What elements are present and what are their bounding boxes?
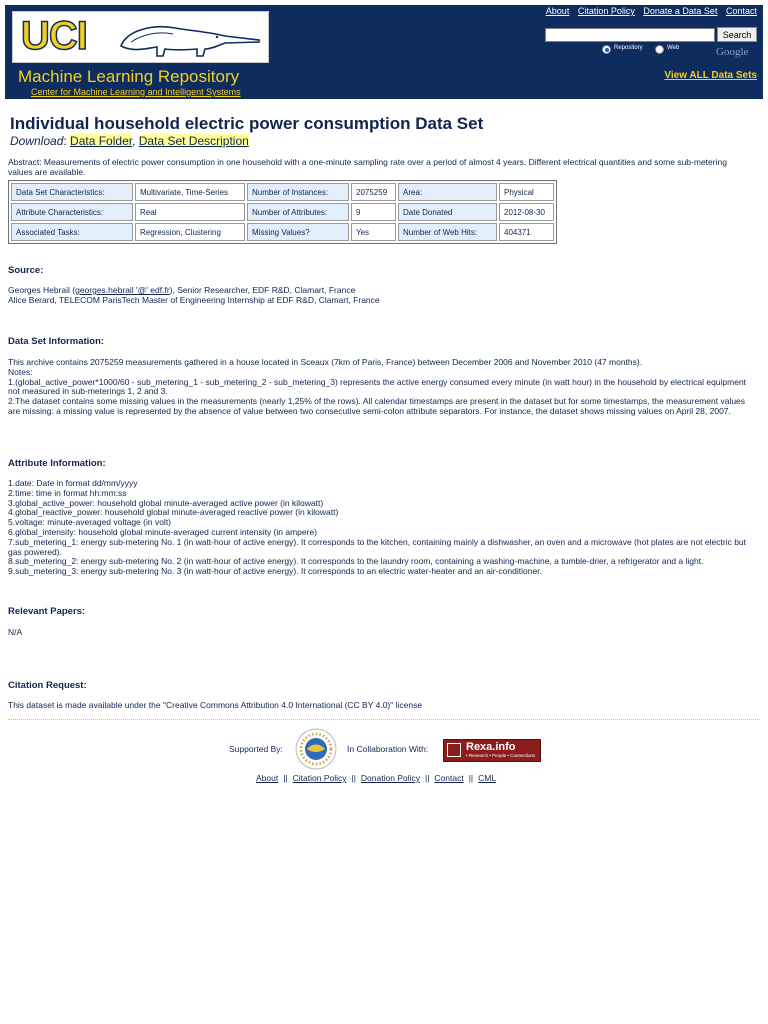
abstract-text: Abstract: Measurements of electric power consumption in one household with a one-minute sampling rate over a period of almost 4 years. Different electrical quantities and some sub-metering values are available.: [8, 157, 727, 177]
radio-repository-label: Repository: [614, 45, 643, 51]
table-cell: Yes: [351, 223, 396, 241]
footer-divider: [8, 719, 760, 720]
attribute-line: 3.global_active_power: household global minute-averaged active power (in kilowatt): [8, 497, 324, 508]
search-input[interactable]: [545, 28, 715, 42]
source-text-part: Georges Hebrail (: [8, 285, 76, 295]
uci-logo-text: UCI: [21, 14, 87, 58]
footer-link-cml[interactable]: CML: [478, 773, 497, 783]
dataset-info-line: This archive contains 2075259 measurements gathered in a house located in Sceaux (7km of Paris, France) between December 2006 and November 2010 (47 months).: [8, 357, 643, 367]
dataset-info-heading: Data Set Information:: [8, 336, 105, 347]
top-link-contact[interactable]: Contact: [725, 6, 757, 16]
center-link[interactable]: Center for Machine Learning and Intelligent Systems: [31, 87, 241, 97]
table-cell: 2075259: [351, 183, 396, 201]
attribute-line: 5.voltage: minute-averaged voltage (in volt): [8, 517, 172, 528]
source-heading: Source:: [8, 265, 44, 276]
footer-link-contact[interactable]: Contact: [434, 773, 464, 783]
table-cell: Multivariate, Time-Series: [135, 183, 245, 201]
table-cell: Real: [135, 203, 245, 221]
source-line: Alice Berard, TELECOM ParisTech Master of Engineering Internship at EDF R&D, Clamart, France: [8, 294, 380, 305]
table-cell: Associated Tasks:: [11, 223, 133, 241]
radio-repository[interactable]: [602, 45, 611, 54]
table-cell: Attribute Characteristics:: [11, 203, 133, 221]
table-cell: Date Donated: [398, 203, 497, 221]
uci-logo[interactable]: [12, 11, 269, 63]
table-cell: Missing Values?: [247, 223, 349, 241]
dataset-info-line: 1.(global_active_power*1000/60 - sub_metering_1 - sub_metering_2 - sub_metering_3) represents the active energy consumed every minute (in watt hour) in the household by electrical equipment not measured in sub-meterings 1, 2 and 3.: [8, 376, 747, 397]
table-row: [11, 223, 554, 241]
repository-title: Machine Learning Repository: [18, 67, 240, 86]
footer-links: About || Citation Policy || Donation Policy || Contact || CML: [256, 773, 497, 783]
source-email-link[interactable]: georges.hebrail '@' edf.fr: [75, 285, 170, 295]
table-cell: Area:: [398, 183, 497, 201]
google-logo: Google: [716, 46, 749, 58]
characteristics-table: [8, 180, 557, 244]
top-links: [540, 6, 757, 16]
radio-web-label: Web: [667, 45, 680, 51]
rexa-logo[interactable]: [443, 739, 541, 762]
collaboration-label: In Collaboration With:: [347, 744, 429, 754]
nsf-logo-icon[interactable]: [294, 727, 338, 771]
radio-web[interactable]: [655, 45, 664, 54]
data-folder-link[interactable]: Data Folder: [70, 134, 133, 148]
site-header: [5, 5, 763, 99]
attribute-info-text: [8, 479, 756, 577]
attribute-line: 1.date: Date in format dd/mm/yyyy: [8, 478, 138, 488]
top-link-citation-policy[interactable]: Citation Policy: [577, 6, 635, 16]
relevant-papers-heading: Relevant Papers:: [8, 606, 86, 617]
footer-link-about[interactable]: About: [256, 773, 279, 783]
table-cell: Data Set Characteristics:: [11, 183, 133, 201]
table-cell: Number of Attributes:: [247, 203, 349, 221]
source-text-part: ), Senior Researcher, EDF R&D, Clamart, France: [169, 285, 356, 295]
attribute-info-heading: Attribute Information:: [8, 458, 106, 469]
dataset-info-text: [8, 358, 756, 417]
attribute-line: 6.global_intensity: household global minute-averaged current intensity (in ampere): [8, 526, 318, 537]
relevant-papers-text: N/A: [8, 627, 23, 637]
source-text: [8, 286, 756, 306]
data-set-description-link[interactable]: Data Set Description: [138, 134, 249, 148]
table-cell: Regression, Clustering: [135, 223, 245, 241]
attribute-line: 7.sub_metering_1: energy sub-metering No. 1 (in watt-hour of active energy). It corresponds to the kitchen, containing mainly a dishwasher, an oven and a microwave (hot plates are not electric but gas powered).: [8, 536, 747, 557]
table-cell: Physical: [499, 183, 554, 201]
download-line: Download: Data Folder, Data Set Description: [10, 134, 249, 148]
rexa-logo-text: Rexa.info: [466, 741, 516, 753]
table-cell: 2012-08-30: [499, 203, 554, 221]
table-row: [11, 203, 554, 221]
attribute-line: 4.global_reactive_power: household global minute-averaged reactive power (in kilowatt): [8, 507, 339, 518]
anteater-icon: [113, 16, 263, 58]
footer-link-citation-policy[interactable]: Citation Policy: [292, 773, 347, 783]
top-link-about[interactable]: About: [545, 6, 570, 16]
attribute-line: 2.time: time in format hh:mm:ss: [8, 487, 127, 498]
footer-link-donation-policy[interactable]: Donation Policy: [360, 773, 420, 783]
citation-request-heading: Citation Request:: [8, 680, 87, 691]
citation-request-text: This dataset is made available under the "Creative Commons Attribution 4.0 International (CC BY 4.0)" license: [8, 700, 423, 710]
top-link-donate[interactable]: Donate a Data Set: [643, 6, 718, 16]
dataset-info-line: Notes:: [8, 366, 33, 377]
rexa-tagline: • Research • People • Connections: [466, 753, 536, 758]
table-cell: Number of Web Hits:: [398, 223, 497, 241]
download-label: Download: [10, 134, 64, 148]
table-cell: 404371: [499, 223, 554, 241]
search-button[interactable]: Search: [717, 27, 757, 42]
table-cell: Number of Instances:: [247, 183, 349, 201]
view-all-datasets-link[interactable]: View ALL Data Sets: [664, 70, 757, 81]
attribute-line: 9.sub_metering_3: energy sub-metering No. 3 (in watt-hour of active energy). It corresponds to an electric water-heater and an air-conditioner.: [8, 566, 542, 577]
rexa-icon: [447, 743, 461, 757]
attribute-line: 8.sub_metering_2: energy sub-metering No. 2 (in watt-hour of active energy). It corresponds to the laundry room, containing a washing-machine, a tumble-drier, a refrigerator and a light.: [8, 556, 704, 567]
supported-by-label: Supported By:: [229, 744, 283, 754]
dataset-info-line: 2.The dataset contains some missing values in the measurements (nearly 1,25% of the rows). All calendar timestamps are present in the dataset but for some timestamps, the measurement values are missing: a missing value is represented by the absence of value between two consecutive semi-colon attribute separators. For instance, the dataset shows missing values on April 28, 2007.: [8, 396, 746, 416]
table-cell: 9: [351, 203, 396, 221]
table-row: [11, 183, 554, 201]
page-title: Individual household electric power consumption Data Set: [10, 114, 484, 133]
